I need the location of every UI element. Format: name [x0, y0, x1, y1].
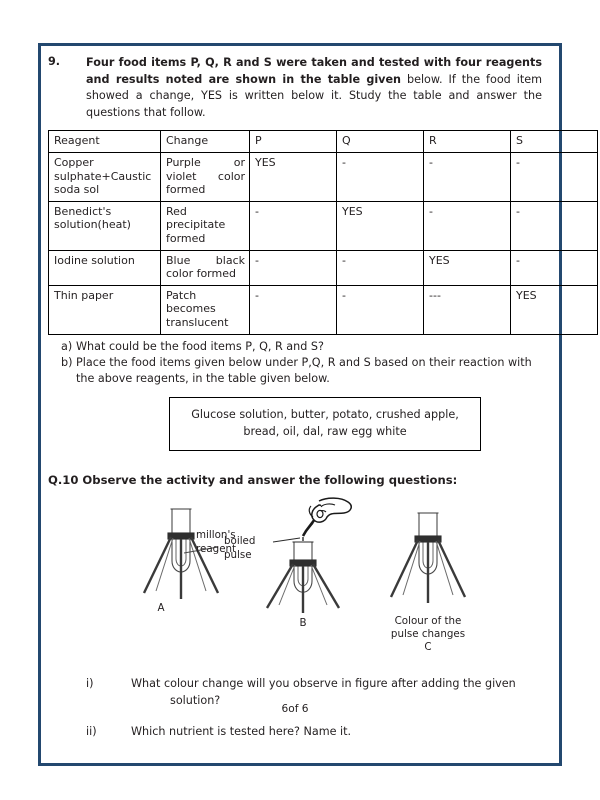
food-test-table [48, 130, 598, 334]
table-row [49, 250, 598, 285]
figure-b-annotation-line-2: reagent [196, 542, 237, 555]
sub-question-b-text: Place the food items given below under P,Q, R and S based on their reaction with the above reagents, in the table given below. [76, 356, 532, 385]
cell-s: - [511, 152, 598, 201]
cell-change: Purple or violet color formed [161, 152, 250, 201]
table-header-s: S [511, 131, 598, 153]
figure-b-diagram [251, 495, 371, 615]
sub-question-ii-text: Which nutrient is tested here? Name it. [131, 725, 352, 739]
cell-r: --- [424, 285, 511, 334]
figure-b-label: B [299, 617, 307, 630]
cell-q: - [337, 250, 424, 285]
cell-q: YES [337, 201, 424, 250]
sub-question-b [48, 355, 552, 386]
question-10-figures [48, 493, 552, 665]
cell-r: - [424, 152, 511, 201]
cell-s: YES [511, 285, 598, 334]
question-9-rest-text: below. If the food item showed a change, YES is written below it. Study the table and answer the questions that follow. [86, 72, 543, 119]
cell-change: Patch becomes translucent [161, 285, 250, 334]
question-9-text [86, 55, 542, 121]
figure-a-diagram [126, 507, 236, 615]
figure-b-annotation [196, 529, 236, 556]
cell-reagent: Copper sulphate+Caustic soda sol [49, 152, 161, 201]
cell-p: YES [250, 152, 337, 201]
cell-r: YES [424, 250, 511, 285]
question-9-block [48, 55, 542, 121]
figure-c-diagram [373, 507, 483, 617]
figure-a-annotation-line-1: boiled [224, 535, 256, 548]
table-row [49, 285, 598, 334]
sub-question-a-text: What could be the food items P, Q, R and S? [76, 339, 324, 353]
sub-question-a [48, 339, 552, 355]
test-tube-stand-c-icon [373, 507, 483, 617]
question-9-bold-text: Four food items P, Q, R and S were taken and tested with four reagents and results noted are shown in the table given [86, 56, 542, 86]
question-10-heading: Q.10 Observe the activity and answer the following questions: [48, 473, 458, 488]
table-header-change: Change [161, 131, 250, 153]
cell-reagent: Benedict's solution(heat) [49, 201, 161, 250]
cell-p: - [250, 250, 337, 285]
cell-q: - [337, 285, 424, 334]
food-items-line-1: Glucose solution, butter, potato, crushed apple, [191, 408, 459, 422]
table-header-reagent: Reagent [49, 131, 161, 153]
cell-s: - [511, 201, 598, 250]
sub-question-a-marker: a) [61, 339, 73, 353]
table-header-row [49, 131, 598, 153]
cell-change: Red precipitate formed [161, 201, 250, 250]
figure-b-annotation-line-1: millon's [196, 529, 236, 542]
cell-s: - [511, 250, 598, 285]
food-items-line-2: bread, oil, dal, raw egg white [243, 425, 407, 439]
table-header-p: P [250, 131, 337, 153]
cell-q: - [337, 152, 424, 201]
figure-c-caption [366, 615, 490, 654]
table-row [49, 152, 598, 201]
figure-c-label: C [424, 641, 432, 654]
page-footer: 6of 6 [281, 703, 309, 715]
sub-question-i-marker: i) [86, 677, 94, 691]
question-9-sub-questions [48, 339, 552, 387]
sub-question-ii [48, 723, 552, 740]
sub-question-b-marker: b) [61, 356, 73, 370]
test-tube-stand-dropper-b-icon [251, 495, 371, 615]
figure-c-caption-line-1: Colour of the [394, 615, 462, 628]
food-items-box [169, 397, 481, 451]
cell-reagent: Iodine solution [49, 250, 161, 285]
cell-change: Blue black color formed [161, 250, 250, 285]
figure-a-label: A [157, 602, 165, 615]
cell-r: - [424, 201, 511, 250]
cell-p: - [250, 285, 337, 334]
cell-reagent: Thin paper [49, 285, 161, 334]
sub-question-i-text: What colour change will you observe in figure after adding the given [131, 677, 516, 691]
question-9-number: 9. [48, 55, 61, 68]
cell-p: - [250, 201, 337, 250]
table-header-r: R [424, 131, 511, 153]
sub-question-ii-marker: ii) [86, 725, 97, 739]
page-content [48, 50, 552, 760]
figure-c-caption-line-2: pulse changes [390, 628, 466, 641]
table-row [49, 201, 598, 250]
test-tube-stand-a-icon [126, 507, 236, 615]
figure-a-annotation-line-2: pulse [224, 548, 252, 561]
sub-question-i-text-line-2: solution? [170, 694, 221, 708]
table-header-q: Q [337, 131, 424, 153]
